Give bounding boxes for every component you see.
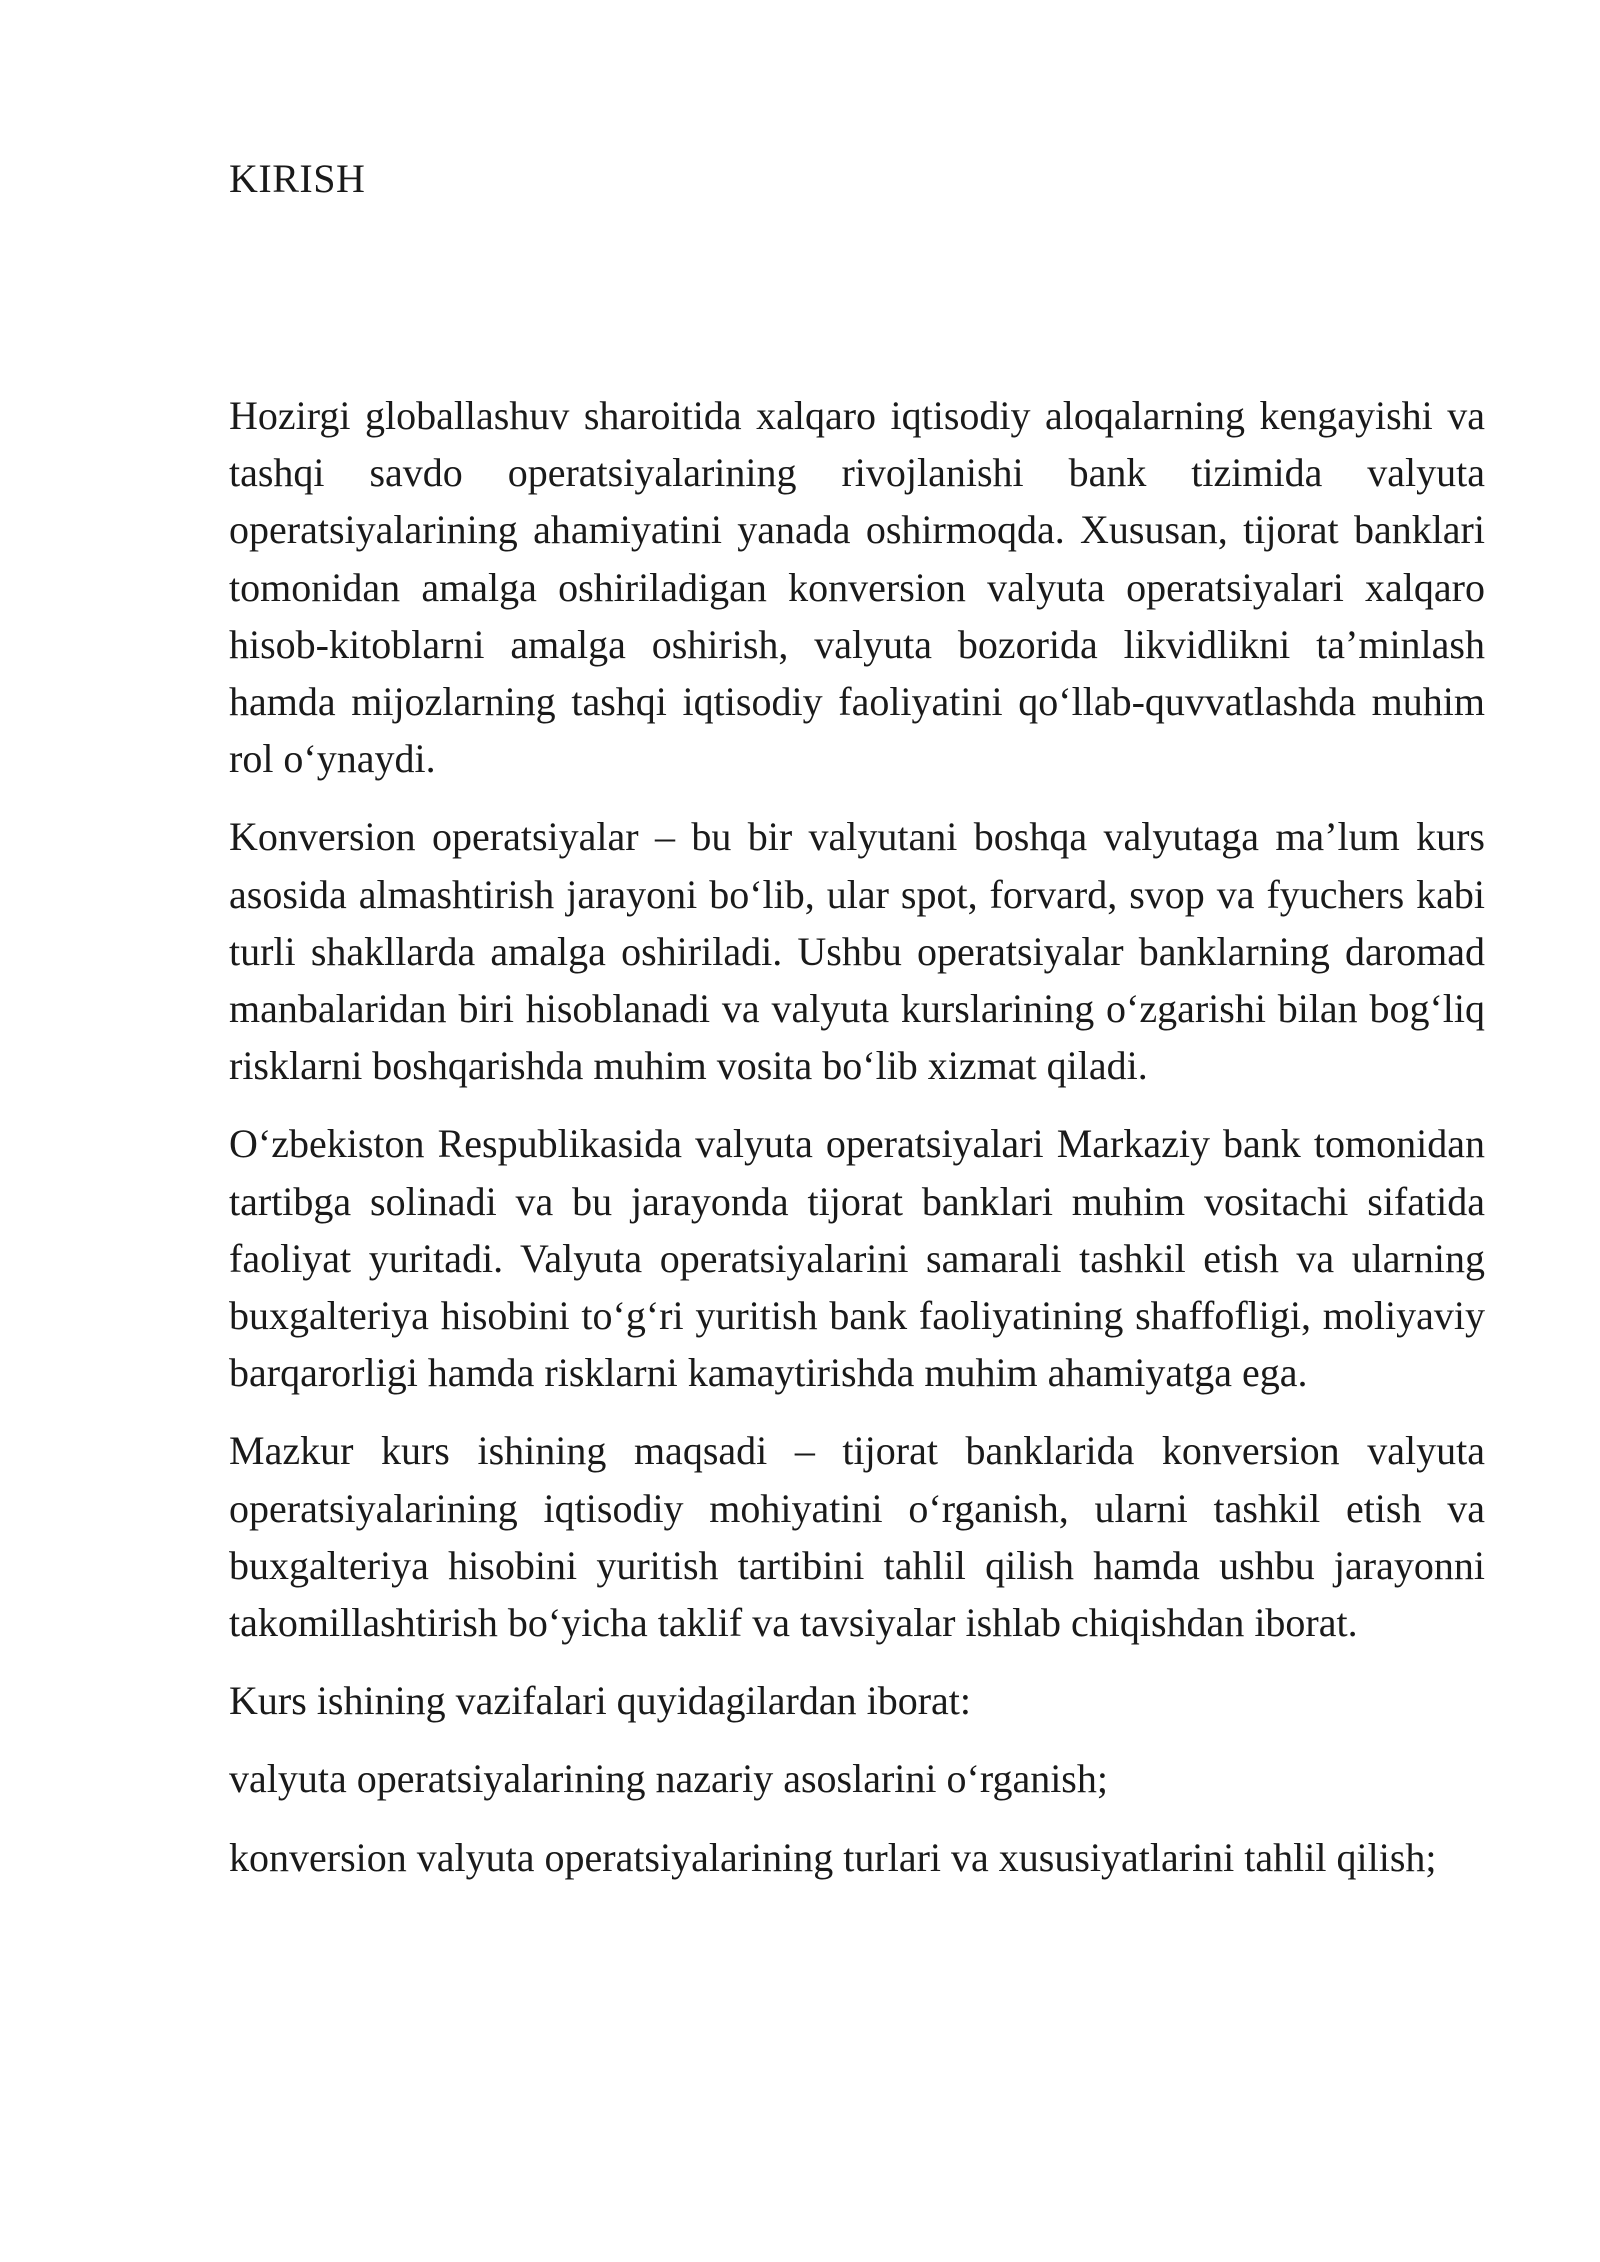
- paragraph-task-item: konversion valyuta operatsiyalarining turlari va xususiyatlarini tahlil qilish;: [229, 1834, 1437, 1880]
- section-heading: KIRISH: [229, 156, 366, 201]
- document-page: [229, 0, 1485, 2262]
- paragraph-task-item: valyuta operatsiyalarining nazariy asoslarini o‘rganish;: [229, 1756, 1108, 1802]
- document-body: [229, 387, 1485, 1907]
- paragraph-introduction: Hozirgi globallashuv sharoitida xalqaro iqtisodiy aloqalarning kengayishi va tashqi savdo operatsiyalarining rivojlanishi bank tizimida valyuta operatsiyalarining ahamiyatini yanada oshirmoqda. Xususan, tijorat banklari tomonidan amalga oshiriladigan konversion valyuta operatsiyalari xalqaro hisob-kitoblarni amalga oshirish, valyuta bozorida likvidlikni ta’minlash hamda mijozlarning tashqi iqtisodiy faoliyatini qo‘llab-quvvatlashda muhim rol o‘ynaydi.: [229, 393, 1485, 782]
- paragraph-tasks-intro: Kurs ishining vazifalari quyidagilardan iborat:: [229, 1678, 972, 1724]
- paragraph-conversion-operations: Konversion operatsiyalar – bu bir valyutani boshqa valyutaga ma’lum kurs asosida almashtirish jarayoni bo‘lib, ular spot, forvard, svop va fyuchers kabi turli shakllarda amalga oshiriladi. Ushbu operatsiyalar banklarning daromad manbalaridan biri hisoblanadi va valyuta kurslarining o‘zgarishi bilan bog‘liq risklarni boshqarishda muhim vosita bo‘lib xizmat qiladi.: [229, 814, 1485, 1089]
- paragraph-purpose: Mazkur kurs ishining maqsadi – tijorat banklarida konversion valyuta operatsiyalarining iqtisodiy mohiyatini o‘rganish, ularni tashkil etish va buxgalteriya hisobini yuritish tartibini tahlil qilish hamda ushbu jarayonni takomillashtirish bo‘yicha taklif va tavsiyalar ishlab chiqishdan iborat.: [229, 1428, 1485, 1646]
- paragraph-regulation: O‘zbekiston Respublikasida valyuta operatsiyalari Markaziy bank tomonidan tartibga solinadi va bu jarayonda tijorat banklari muhim vositachi sifatida faoliyat yuritadi. Valyuta operatsiyalarini samarali tashkil etish va ularning buxgalteriya hisobini to‘g‘ri yuritish bank faoliyatining shaffofligi, moliyaviy barqarorligi hamda risklarni kamaytirishda muhim ahamiyatga ega.: [229, 1121, 1485, 1396]
